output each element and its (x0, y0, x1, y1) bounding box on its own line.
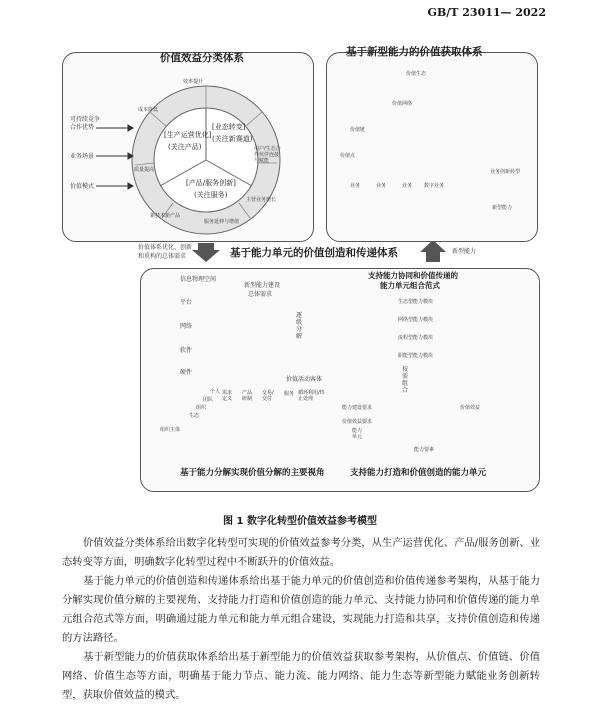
node-label: 业务 (376, 183, 387, 189)
standard-number: GB/T 23011— 2022 (427, 6, 546, 19)
bottom-note-2: 和重构的总体需求 (138, 253, 187, 260)
stack-label: 网络型能力模块 (398, 317, 434, 323)
center-prod-sub: (关注服务) (194, 191, 228, 199)
right-label-transform: 业务创新转型 (490, 169, 521, 175)
layer-label: 价值网络 (392, 101, 413, 107)
decompose-label: 逐级分解 (296, 312, 303, 340)
ring-label: 质量提高 (134, 167, 155, 173)
x-activity: 交易/交付 (262, 390, 274, 402)
left-header: 信息物理空间 (180, 276, 217, 283)
panel-value-creation (140, 268, 540, 492)
z-label: 生态 (189, 413, 200, 419)
right-label-capability: 新型能力 (492, 205, 513, 211)
figure-caption: 图 1 数字化转型价值效益参考模型 (223, 516, 377, 527)
node-label: 数字业务 (424, 183, 445, 189)
paragraph-2: 基于能力单元的价值创造和传递体系给出基于能力单元的价值创造和价值传递参考架构，从基于能力分解实现价值分解的主要视角、支持能力打造和价值创造的能力单元、支持能力协同和价值传递的能力单元组合范式等方面，明确通过能力单元和能力单元组合建设，实现能力打造和共享，支持价值创造和传递的方法路径。 (62, 575, 540, 644)
top-note-2: 总体需求 (248, 291, 273, 298)
layer-label: 价值生态 (406, 71, 427, 77)
center-trans-sub: (关注新赛道) (212, 135, 253, 143)
activity-label: 价值活动客体 (286, 376, 323, 383)
z-label: 个人 (210, 389, 221, 395)
bottom-note-1: 价值体系优化、创新 (138, 244, 193, 251)
ring-label: 用户/生态合作伙伴连接与赋能 (254, 146, 281, 164)
value-benefit-label: 价值效益 (460, 405, 481, 411)
center-prod-label: [产品/服务创新] (186, 179, 236, 187)
x-activity: 循环利用/终止处理 (298, 390, 325, 402)
center-ops-label: [生产运营优化] (164, 131, 212, 139)
ring-label: 新技术新产品 (150, 213, 181, 219)
cap-require-label: 能力建设要求 (342, 405, 373, 411)
layer-label: 价值点 (340, 153, 356, 159)
x-activity: 需求定义 (222, 390, 233, 402)
panel-title-acquisition: 基于新型能力的价值获取体系 (346, 46, 483, 58)
value-require-label: 价值效益要求 (342, 419, 373, 425)
right-caption: 支持能力打造和价值创造的能力单元 (350, 468, 487, 478)
stack-label: 生态型能力模块 (398, 299, 434, 305)
panel-title-classification: 价值效益分类体系 (160, 52, 244, 64)
acquisition-bottom-note: 新型能力 (452, 248, 477, 255)
y-level: 硬件 (180, 369, 193, 376)
z-label: 组织主体 (160, 427, 181, 433)
side-vertical-label: 按需组合 (402, 366, 409, 394)
cap-unit-label: 能力单元 (352, 428, 363, 440)
arrow-up-icon (420, 240, 446, 262)
cube-side-label: 能力要素 (414, 447, 435, 453)
node-label: 业务 (402, 183, 413, 189)
ring-label: 效率提升 (183, 79, 204, 85)
stack-label: 职能型能力模块 (398, 353, 434, 359)
right-title-2: 能力单元组合范式 (380, 281, 440, 290)
top-note-1: 新型能力建设 (244, 282, 281, 289)
ring-label: 服务延伸与增值 (204, 219, 240, 225)
ring-label: 成本降低 (138, 107, 159, 113)
center-trans-label: [业态转变] (212, 123, 246, 131)
left-caption: 基于能力分解实现价值分解的主要视角 (180, 468, 325, 478)
arrow-down-icon (192, 243, 220, 262)
paragraph-1: 价值效益分类体系给出数字化转型可实现的价值效益参考分类，从生产运营优化、产品/服务创新、业态转变等方面，明确数字化转型过程中不断跃升的价值效益。 (62, 537, 540, 568)
layer-label: 价值链 (350, 127, 366, 133)
y-level: 网络 (180, 323, 193, 330)
y-level: 软件 (180, 347, 193, 354)
node-label: 业务 (350, 183, 361, 189)
center-ops-sub: (关注产品) (168, 143, 202, 151)
input-label-competitive: 可持续竞争合作优势 (70, 116, 101, 131)
input-label-model: 价值模式 (70, 183, 95, 190)
x-activity: 服务 (284, 391, 295, 397)
stack-label: 流程型能力模块 (398, 335, 434, 341)
z-label: 组织 (196, 405, 207, 411)
input-label-scenario: 业务场景 (70, 153, 95, 160)
right-title-1: 支持能力协同和价值传递的 (368, 271, 458, 280)
y-level: 平台 (180, 299, 193, 306)
paragraph-3: 基于新型能力的价值获取体系给出基于新型能力的价值效益获取参考架构，从价值点、价值链、价值网络、价值生态等方面，明确基于能力节点、能力流、能力网络、能力生态等新型能力赋能业务创新转型，获取价值效益的模式。 (62, 651, 540, 701)
panel-value-acquisition (326, 52, 538, 242)
z-label: 团队 (203, 397, 214, 403)
center-title: 基于能力单元的价值创造和传递体系 (230, 247, 398, 259)
ring-label: 主营业务增长 (246, 197, 277, 203)
x-activity: 产品研制 (242, 390, 253, 402)
